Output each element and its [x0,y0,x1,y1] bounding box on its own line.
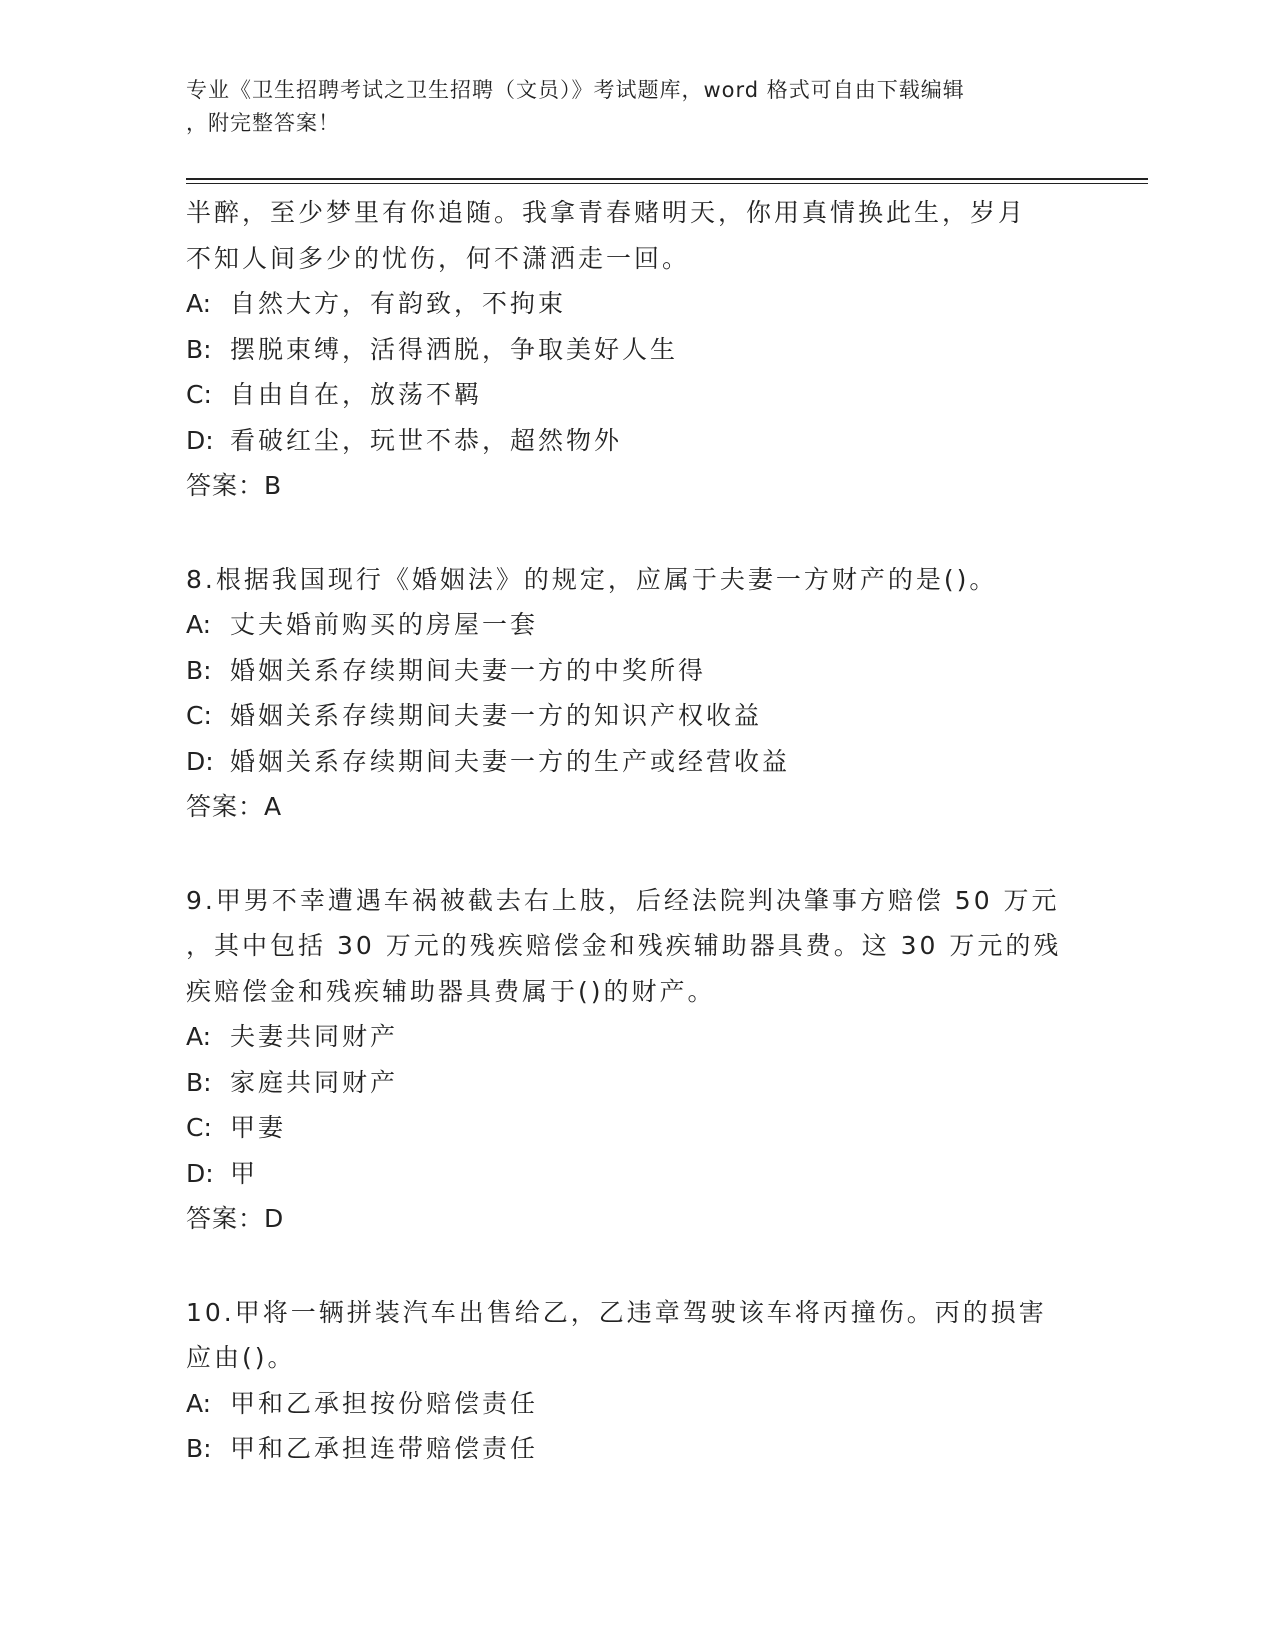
option-c: C: 自由自在，放荡不羁 [186,380,483,409]
option-a: A: 夫妻共同财产 [186,1022,399,1051]
question-text-line: 应由()。 [186,1343,296,1372]
question-text-line: ，其中包括 30 万元的残疾赔偿金和残疾辅助器具费。这 30 万元的残 [186,931,1062,960]
option-c: C: 婚姻关系存续期间夫妻一方的知识产权收益 [186,701,763,730]
header-divider-thick [186,178,1148,180]
option-d: D: 婚姻关系存续期间夫妻一方的生产或经营收益 [186,746,791,776]
option-b: B: 甲和乙承担连带赔偿责任 [186,1434,539,1463]
option-d: D: 看破红尘，玩世不恭，超然物外 [186,425,623,455]
question-text-line: 10.甲将一辆拼装汽车出售给乙，乙违章驾驶该车将丙撞伤。丙的损害 [186,1297,1047,1327]
question-text-line: 疾赔偿金和残疾辅助器具费属于()的财产。 [186,976,716,1006]
question-text-line: 不知人间多少的忧伤，何不潇洒走一回。 [186,243,691,273]
option-b: B: 婚姻关系存续期间夫妻一方的中奖所得 [186,655,707,685]
question-9 [186,878,1086,1242]
option-a: A: 自然大方，有韵致，不拘束 [186,289,567,318]
header-divider-thin [186,183,1148,184]
question-text-line: 半醉，至少梦里有你追随。我拿青春赌明天，你用真情换此生，岁月 [186,198,1027,227]
option-a: A: 甲和乙承担按份赔偿责任 [186,1388,539,1418]
answer-line: 答案：B [186,471,283,500]
document-header [186,74,1066,140]
header-line-2: ，附完整答案！ [186,111,340,135]
option-b: B: 家庭共同财产 [186,1067,399,1097]
option-c: C: 甲妻 [186,1113,287,1142]
question-8 [186,557,1086,830]
document-body [186,190,1086,1472]
answer-line: 答案：D [186,1204,285,1233]
question-text-line: 9.甲男不幸遭遇车祸被截去右上肢，后经法院判决肇事方赔偿 50 万元 [186,885,1060,915]
header-line-1: 专业《卫生招聘考试之卫生招聘（文员）》考试题库，word 格式可自由下载编辑 [186,78,965,102]
answer-line: 答案：A [186,792,283,821]
option-b: B: 摆脱束缚，活得洒脱，争取美好人生 [186,334,679,364]
option-d: D: 甲 [186,1158,259,1188]
question-text-line: 8.根据我国现行《婚姻法》的规定，应属于夫妻一方财产的是()。 [186,564,998,594]
option-a: A: 丈夫婚前购买的房屋一套 [186,610,539,639]
question-10 [186,1290,1086,1472]
continued-question [186,190,1086,509]
